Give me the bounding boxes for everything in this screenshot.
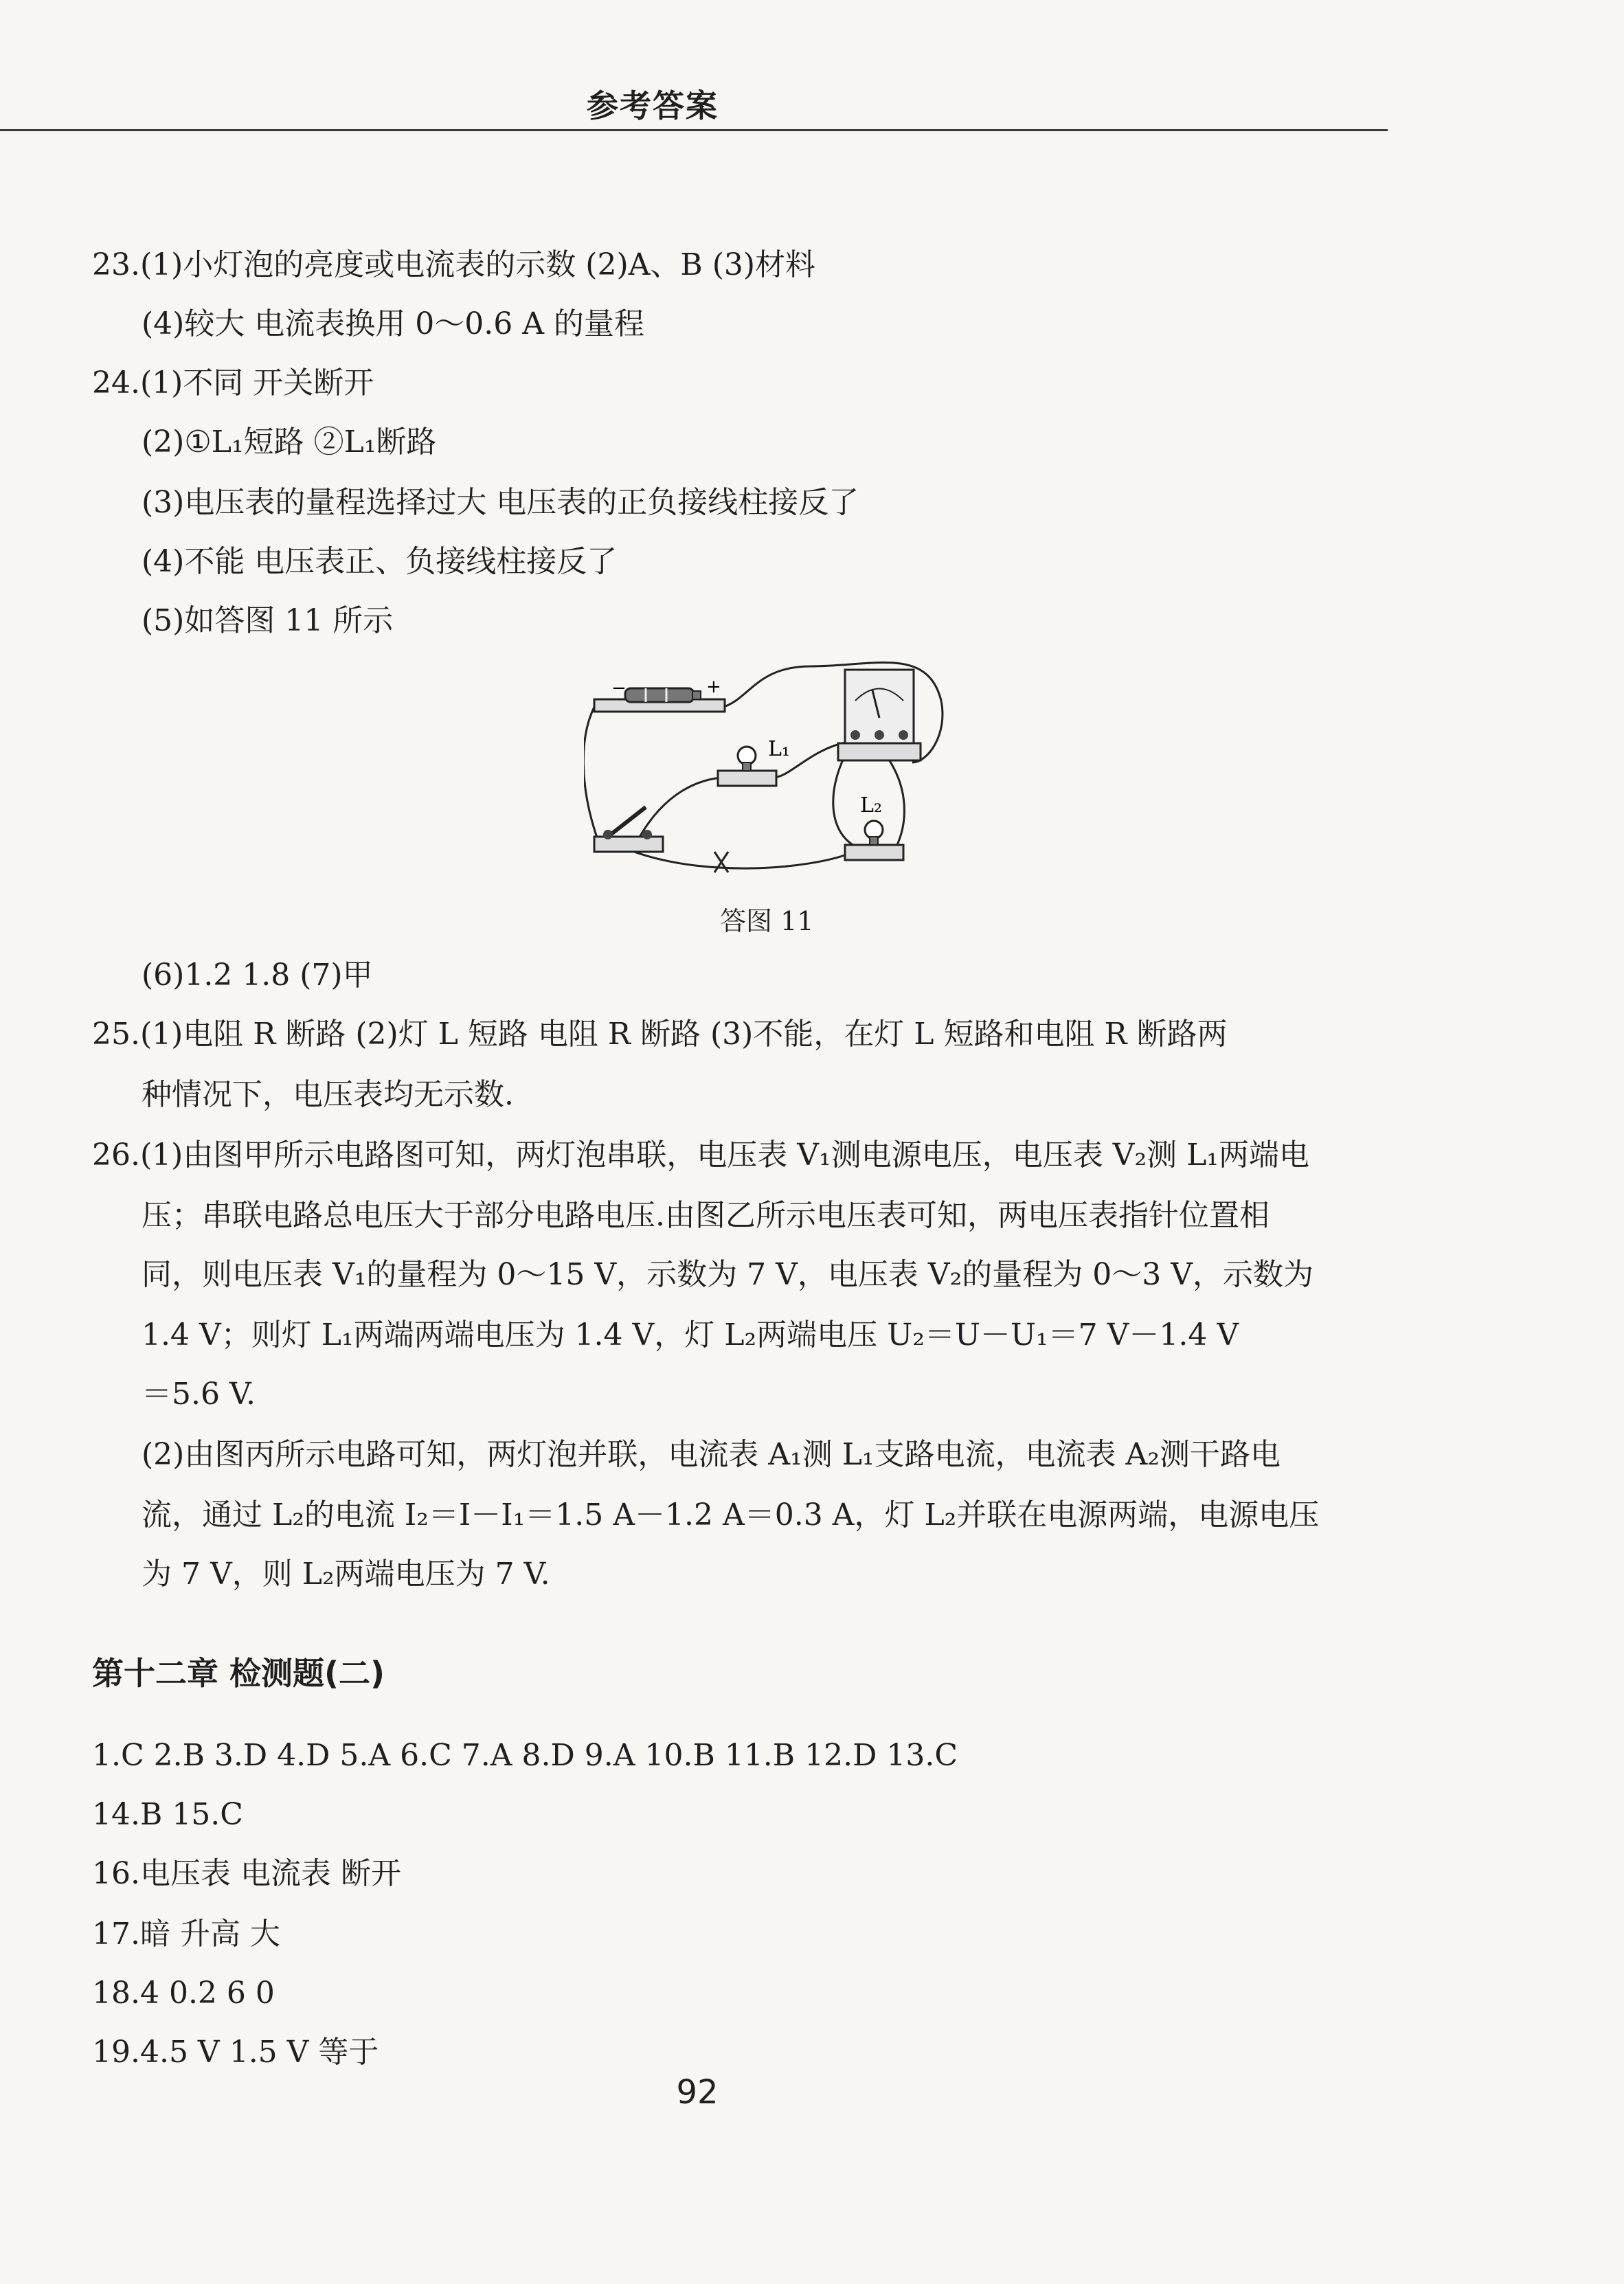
wire-cross-mark: [714, 852, 728, 872]
wire-battery-to-switch: [584, 701, 598, 839]
battery-holder: [594, 677, 725, 712]
chapter-heading: 第十二章 检测题(二): [92, 1655, 385, 1692]
q23-line-2: (4)较大 电流表换用 0～0.6 A 的量程: [142, 306, 645, 341]
wire-voltmeter-to-l2-right: [886, 756, 904, 846]
figure-caption: 答图 11: [720, 906, 814, 936]
voltmeter: [838, 670, 921, 760]
q24-line-6: (6)1.2 1.8 (7)甲: [142, 958, 373, 993]
q24-line-4: (4)不能 电压表正、负接线柱接反了: [142, 544, 618, 579]
q24-line-2: (2)①L₁短路 ②L₁断路: [142, 425, 437, 460]
answers-line-6: 19.4.5 V 1.5 V 等于: [92, 2035, 379, 2070]
bulb-l2: [845, 821, 903, 860]
q25-line-2: 种情况下，电压表均无示数.: [142, 1077, 514, 1112]
wire-switch-to-l1: [639, 778, 721, 838]
battery-plus-sign: +: [706, 677, 721, 697]
q25-line-1: 25.(1)电阻 R 断路 (2)灯 L 短路 电阻 R 断路 (3)不能，在灯 L 短路和电阻 R 断路两: [92, 1017, 1228, 1052]
label-l1: L₁: [768, 737, 790, 761]
q26-line-6: (2)由图丙所示电路可知，两灯泡并联，电流表 A₁测 L₁支路电流，电流表 A₂测干路电: [142, 1437, 1281, 1472]
answers-line-5: 18.4 0.2 6 0: [92, 1976, 275, 2011]
answers-line-2: 14.B 15.C: [92, 1797, 243, 1832]
q24-line-1: 24.(1)不同 开关断开: [92, 365, 374, 400]
answers-line-1: 1.C 2.B 3.D 4.D 5.A 6.C 7.A 8.D 9.A 10.B 11.B 12.D 13.C: [92, 1738, 958, 1773]
answers-line-4: 17.暗 升高 大: [92, 1916, 280, 1952]
q23-line-1: 23.(1)小灯泡的亮度或电流表的示数 (2)A、B (3)材料: [92, 247, 816, 282]
switch: [594, 807, 663, 852]
page-header-title: 参考答案: [587, 87, 719, 124]
q26-line-8: 为 7 V，则 L₂两端电压为 7 V.: [142, 1557, 550, 1592]
q26-line-1: 26.(1)由图甲所示电路图可知，两灯泡串联，电压表 V₁测电源电压，电压表 V₂测 L₁两端电: [92, 1138, 1309, 1173]
page-number: 92: [676, 2073, 719, 2112]
battery-minus-sign: −: [611, 678, 627, 699]
q26-line-3: 同，则电压表 V₁的量程为 0～15 V，示数为 7 V，电压表 V₂的量程为 0～3 V，示数为: [142, 1257, 1314, 1292]
answers-line-3: 16.电压表 电流表 断开: [92, 1856, 401, 1891]
q26-line-5: ＝5.6 V.: [142, 1377, 256, 1412]
circuit-diagram-figure: [584, 653, 955, 879]
q24-line-3: (3)电压表的量程选择过大 电压表的正负接线柱接反了: [142, 485, 859, 520]
q26-line-4: 1.4 V；则灯 L₁两端两端电压为 1.4 V，灯 L₂两端电压 U₂＝U－U₁＝7 V－1.4 V: [142, 1318, 1239, 1353]
q26-line-7: 流，通过 L₂的电流 I₂＝I－I₁＝1.5 A－1.2 A＝0.3 A，灯 L₂并联在电源两端，电源电压: [142, 1497, 1320, 1533]
label-l2: L₂: [860, 793, 882, 817]
q26-line-2: 压；串联电路总电压大于部分电路电压.由图乙所示电压表可知，两电压表指针位置相: [142, 1198, 1270, 1233]
header-divider: [0, 129, 1388, 131]
q24-line-5: (5)如答图 11 所示: [142, 603, 394, 638]
wire-voltmeter-to-l2-left: [833, 756, 855, 846]
